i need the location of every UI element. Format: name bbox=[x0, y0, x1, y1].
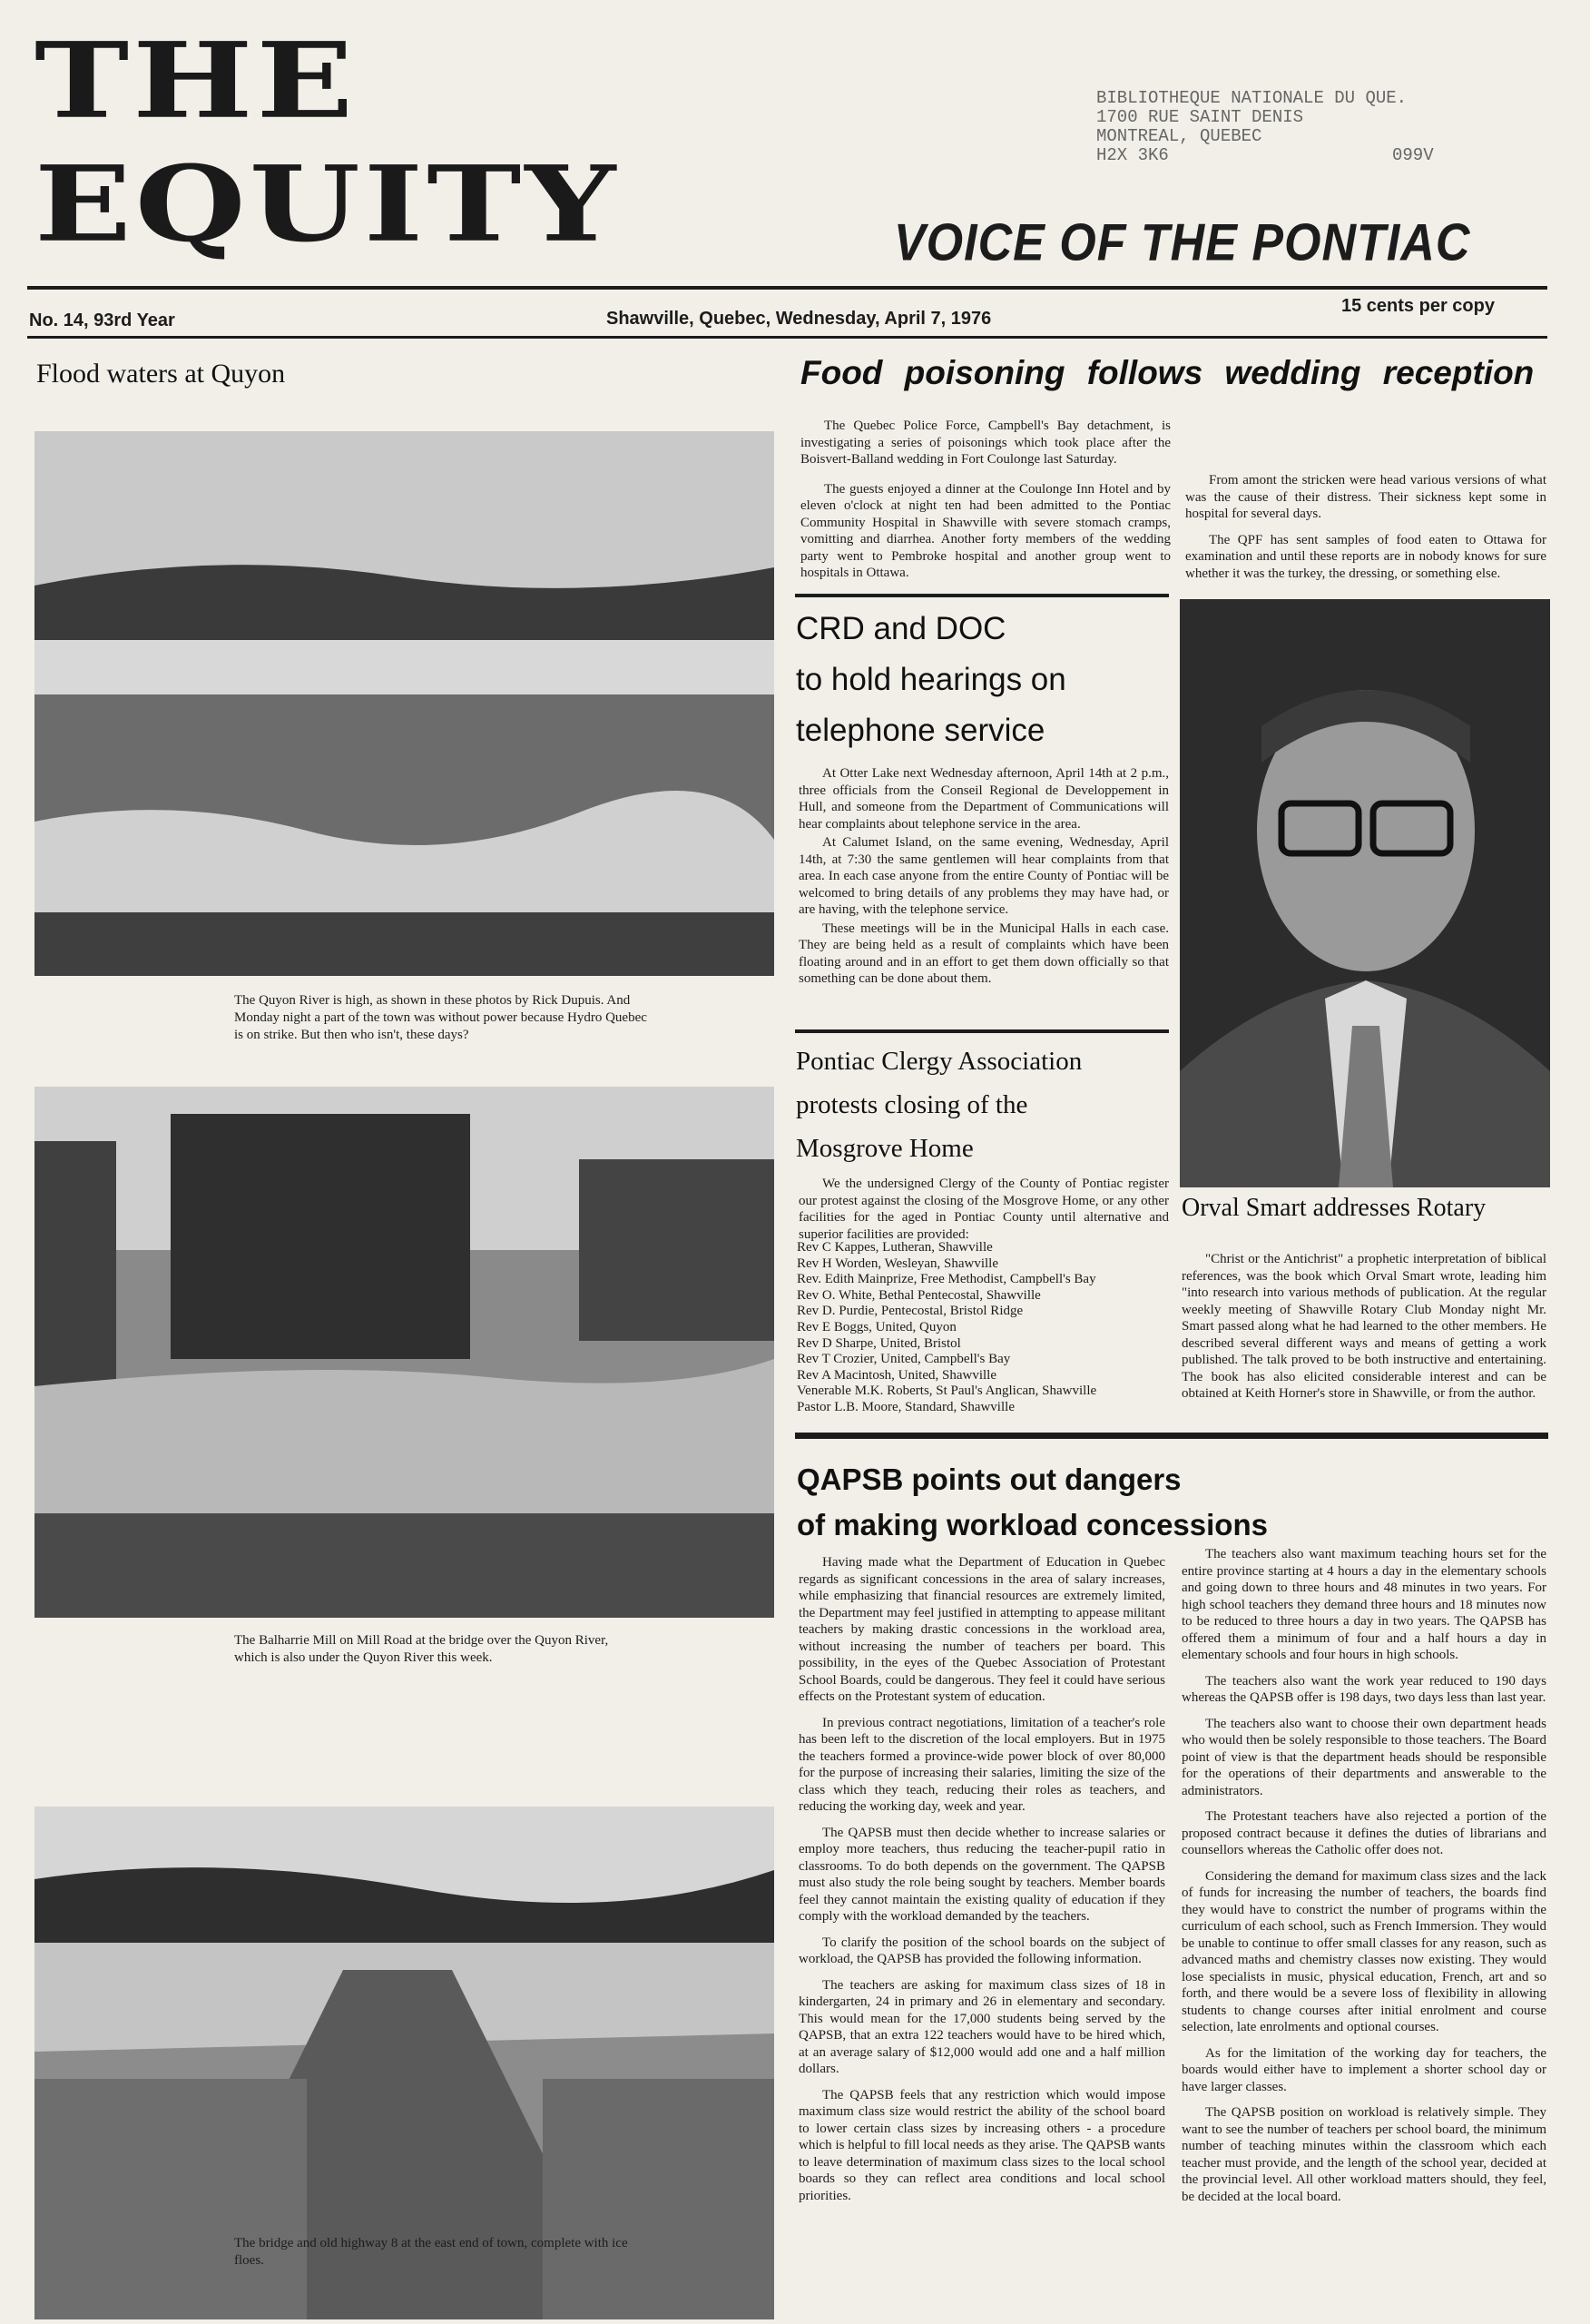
clergy-names bbox=[797, 1240, 1171, 1416]
food-p1: The Quebec Police Force, Campbell's Bay detachment, is investigating a series of poisonings which took place after the Boisvert-Balland wedding in Fort Coulonge last Saturday. bbox=[800, 419, 1171, 467]
crd-p3: These meetings will be in the Municipal Halls in each case. They are being held as a result of complaints which have been floating around and in an effort to get them down officially so that something can be done about them. bbox=[799, 921, 1169, 986]
stamp-line: MONTREAL, QUEBEC bbox=[1096, 126, 1262, 146]
clergy-name: Rev D. Purdie, Pentecostal, Bristol Ridge bbox=[797, 1304, 1024, 1319]
clergy-headline-line-3: Mosgrove Home bbox=[796, 1134, 974, 1163]
clergy-name: Pastor L.B. Moore, Standard, Shawville bbox=[797, 1399, 1015, 1414]
qapsb-headline-line-1: QAPSB points out dangers bbox=[797, 1462, 1182, 1496]
qapsb-p3: The QAPSB must then decide whether to increase salaries or employ more teachers, thus reducing the teacher-pupil ratio in classrooms. To do both depends on the government. The QAPSB must also study the role being sought by teachers. Member boards feel they cannot maintain the existing quality of education if they comply with the workload demanded by the teachers. bbox=[799, 1825, 1165, 1924]
qapsb-p10: The Protestant teachers have also rejected a portion of the proposed contract because it defines the duties of librarians and counsellors whereas the Catholic offer does not. bbox=[1182, 1809, 1546, 1857]
slogan: VOICE OF THE PONTIAC bbox=[894, 214, 1471, 272]
stamp-code: 099V bbox=[1392, 145, 1434, 165]
qapsb-p8: The teachers also want the work year reduced to 190 days whereas the QAPSB offer is 198 days, two days less than last year. bbox=[1182, 1673, 1546, 1705]
flood-caption-3: The bridge and old highway 8 at the east end of town, complete with ice floes. bbox=[234, 2236, 628, 2268]
stamp-line: 1700 RUE SAINT DENIS bbox=[1096, 107, 1304, 127]
food-headline: Food poisoning follows wedding reception bbox=[800, 354, 1535, 391]
crd-headline bbox=[796, 604, 1066, 756]
food-col-2 bbox=[1185, 472, 1546, 591]
clergy-name: Rev H Worden, Wesleyan, Shawville bbox=[797, 1256, 998, 1271]
clergy-name: Rev A Macintosh, United, Shawville bbox=[797, 1367, 996, 1383]
clergy-name: Rev T Crozier, United, Campbell's Bay bbox=[797, 1352, 1011, 1367]
crd-headline-line-1: CRD and DOC bbox=[796, 611, 1006, 646]
qapsb-p2: In previous contract negotiations, limitation of a teacher's role has been left to the discretion of the local employers. But in 1975 the teachers formed a province-wide power block of over 80,000 for the purpose of increasing their salaries, limiting the size of the class which they teach, reducing their roles as teachers, and reducing the working day, week and year. bbox=[799, 1715, 1165, 1814]
qapsb-rule bbox=[795, 1433, 1548, 1439]
crd-body bbox=[799, 765, 1169, 997]
qapsb-p1: Having made what the Department of Education in Quebec regards as significant concessions in the area of salary increases, while emphasizing that financial resources are extremely limited, the Department may feel justified in attempting to appease militant teachers by making drastic concessions in the workload area, without increasing the number of teachers per board. This possibility, in the eyes of the Quebec Association of Protestant School Boards, could be dangerous. They feel it could have serious effects on the Protestant system of education. bbox=[799, 1555, 1165, 1704]
qapsb-p11: Considering the demand for maximum class sizes and the lack of funds for increasing the number of teachers, the boards find they would have to constrict the number of programs within the curriculum of each school, such as French Immersion. They would be unable to continue to offer small classes for any reason, such as advanced maths and chemistry classes now existing. They would lose specialists in music, physical education, French, art and so forth, and there would be a severe loss of flexibility in allowing students to change courses after initial enrolment and course selection, late enrolments and optional courses. bbox=[1182, 1868, 1546, 2034]
qapsb-p13: The QAPSB position on workload is relatively simple. They want to see the number of teachers per school board, the minimum number of teaching minutes within the classroom which each teacher must provide, and the length of the school year, decided at the provincial level. All other workload matters should, they feel, be decided at the local board. bbox=[1182, 2105, 1546, 2204]
clergy-name: Rev D Sharpe, United, Bristol bbox=[797, 1335, 961, 1351]
qapsb-p9: The teachers also want to choose their own department heads who would then be solely responsible to those teachers. The Board point of view is that the department heads should be responsible for the operations of their departments and answerable to the administrators. bbox=[1182, 1716, 1546, 1798]
crd-headline-line-3: telephone service bbox=[796, 713, 1045, 748]
masthead-equity: EQUITY bbox=[34, 143, 620, 266]
masthead-the: THE bbox=[34, 20, 358, 143]
food-col-1 bbox=[800, 418, 1171, 591]
rotary-body: "Christ or the Antichrist" a prophetic interpretation of biblical references, was the book which Orval Smart wrote, leading him "into research into various methods of publication. At the regular weekly meeting of Shawville Rotary Club Monday night Mr. Smart passed along what he had learned to the other members. He described several different ways and means of getting a work published. The talk proved to be both instructive and entertaining. The book has also elicited considerable interest and can be obtained at Keith Horner's store in Shawville, or from the author. bbox=[1182, 1252, 1546, 1401]
price: 15 cents per copy bbox=[1341, 296, 1495, 316]
orval-smart-portrait bbox=[1180, 599, 1550, 1187]
clergy-headline-line-2: protests closing of the bbox=[796, 1090, 1028, 1119]
clergy-rule bbox=[795, 1029, 1169, 1033]
dateline: Shawville, Quebec, Wednesday, April 7, 1976 bbox=[606, 309, 992, 329]
qapsb-headline-line-2: of making workload concessions bbox=[797, 1508, 1268, 1541]
masthead-rule bbox=[27, 286, 1547, 290]
folio-rule bbox=[27, 336, 1547, 339]
food-p2: The guests enjoyed a dinner at the Coulonge Inn Hotel and by eleven o'clock at night ten had been admitted to the Pontiac Community Hospital in Shawville with severe stomach cramps, vomitting and diarrhea. Another forty members of the wedding party went to Pembroke hospital and another group went to hospitals in Ottawa. bbox=[800, 481, 1171, 580]
crd-p2: At Calumet Island, on the same evening, Wednesday, April 14th, at 7:30 the same gentlemen will hear complaints from that area. In each case anyone from the entire County of Pontiac will be welcomed to bring details of any problems they may have had, or are having, with the telephone service. bbox=[799, 835, 1169, 917]
qapsb-p7: The teachers also want maximum teaching hours set for the entire province starting at 4 hours a day in the elementary schools and going down to three hours and 48 minutes in two years. For high school teachers they demand three hours and 18 minutes now to be reduced to three hours a day in two years. The QAPSB has offered them a minimum of four and a half hours a day in elementary schools and four hours in high schools. bbox=[1182, 1547, 1546, 1662]
qapsb-p12: As for the limitation of the working day for teachers, the boards would either have to implement a shorter school day or have larger classes. bbox=[1182, 2045, 1546, 2094]
rotary-headline: Orval Smart addresses Rotary bbox=[1182, 1194, 1487, 1222]
clergy-name: Rev O. White, Bethal Pentecostal, Shawville bbox=[797, 1287, 1041, 1303]
stamp-line: BIBLIOTHEQUE NATIONALE DU QUE. bbox=[1096, 88, 1408, 108]
flood-caption-1: The Quyon River is high, as shown in these photos by Rick Dupuis. And Monday night a part of the town was without power because Hydro Quebec is on strike. But then who isn't, these days? bbox=[234, 993, 647, 1042]
food-p3: From amont the stricken were head various versions of what was the cause of their distress. Their sickness kept some in hospital for several days. bbox=[1185, 473, 1546, 521]
qapsb-col-1 bbox=[799, 1554, 1165, 2213]
clergy-headline-line-1: Pontiac Clergy Association bbox=[796, 1047, 1083, 1076]
clergy-name: Venerable M.K. Roberts, St Paul's Anglican, Shawville bbox=[797, 1384, 1097, 1399]
crd-rule bbox=[795, 594, 1169, 597]
crd-headline-line-2: to hold hearings on bbox=[796, 662, 1066, 697]
food-p4: The QPF has sent samples of food eaten to Ottawa for examination and until these reports are in nobody knows for sure whether it was the turkey, the dressing, or something else. bbox=[1185, 532, 1546, 581]
clergy-intro: We the undersigned Clergy of the County of Pontiac register our protest against the closing of the Mosgrove Home, or any other facilities for the aged in Pontiac County until alternative and superior facilities are provided: bbox=[799, 1177, 1169, 1242]
clergy-name: Rev. Edith Mainprize, Free Methodist, Campbell's Bay bbox=[797, 1272, 1096, 1287]
stamp-line: H2X 3K6 bbox=[1096, 145, 1169, 165]
flood-photo-2 bbox=[34, 1087, 774, 1618]
crd-p1: At Otter Lake next Wednesday afternoon, April 14th at 2 p.m., three officials from the Conseil Regional de Developpement in Hull, and someone from the Department of Communications will hear complaints about telephone service in the area. bbox=[799, 766, 1169, 832]
qapsb-col-2 bbox=[1182, 1546, 1546, 2214]
library-stamp bbox=[1096, 89, 1459, 165]
clergy-headline bbox=[796, 1039, 1082, 1170]
flood-title: Flood waters at Quyon bbox=[36, 359, 286, 389]
qapsb-p6: The QAPSB feels that any restriction which would impose maximum class size would restrict the ability of the school board to lower certain class sizes by increasing others - a procedure which is helpful to fill local needs as they arise. The QAPSB wants to leave determination of maximum class sizes to the local school boards so they can reflect area conditions and local school priorities. bbox=[799, 2087, 1165, 2203]
qapsb-p5: The teachers are asking for maximum class sizes of 18 in kindergarten, 24 in primary and 26 in elementary and secondary. This would mean for the 17,000 students being served by the QAPSB, that an extra 122 teachers would have to be hired which, at an average salary of $12,000 would add one and a half million dollars. bbox=[799, 1977, 1165, 2076]
qapsb-p4: To clarify the position of the school boards on the subject of workload, the QAPSB has provided the following information. bbox=[799, 1935, 1165, 1966]
issue-number: No. 14, 93rd Year bbox=[29, 310, 175, 330]
qapsb-headline bbox=[797, 1457, 1268, 1548]
clergy-name: Rev E Boggs, United, Quyon bbox=[797, 1319, 957, 1334]
flood-caption-2: The Balharrie Mill on Mill Road at the bridge over the Quyon River, which is also under the Quyon River this week. bbox=[234, 1633, 609, 1665]
clergy-name: Rev C Kappes, Lutheran, Shawville bbox=[797, 1240, 993, 1255]
flood-photo-1 bbox=[34, 431, 774, 976]
